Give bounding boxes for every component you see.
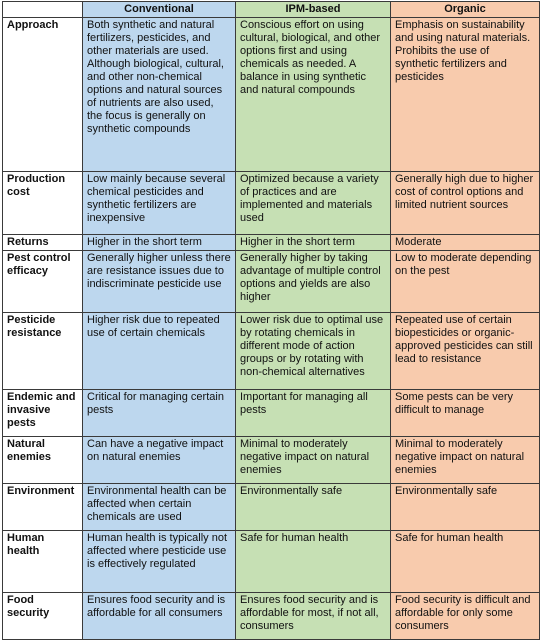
table-row-pesticide-resistance (3, 313, 540, 390)
table-row-endemic-invasive-pests (3, 390, 540, 437)
cell-conventional: Can have a negative impact on natural enemies (83, 437, 236, 484)
cell-organic: Repeated use of certain biopesticides or organic-approved pesticides can still lead to resistance (391, 313, 540, 390)
header-conventional: Conventional (83, 2, 236, 18)
cell-ipm-based: Ensures food security and is affordable for most, if not all, consumers (236, 593, 391, 640)
table-row-pest-control-efficacy (3, 251, 540, 313)
table-row-human-health (3, 531, 540, 593)
table-row-environment (3, 484, 540, 531)
row-label: Environment (3, 484, 83, 531)
cell-ipm-based: Safe for human health (236, 531, 391, 593)
cell-conventional: Low mainly because several chemical pesticides and synthetic fertilizers are inexpensive (83, 172, 236, 235)
cell-ipm-based: Higher in the short term (236, 235, 391, 251)
cell-organic: Food security is difficult and affordable for only some consumers (391, 593, 540, 640)
cell-ipm-based: Minimal to moderately negative impact on natural enemies (236, 437, 391, 484)
cell-organic: Emphasis on sustainability and using natural materials. Prohibits the use of synthetic fertilizers and pesticides (391, 18, 540, 172)
cell-ipm-based: Lower risk due to optimal use by rotating chemicals in different mode of action groups or by rotating with non-chemical alternatives (236, 313, 391, 390)
header-organic: Organic (391, 2, 540, 18)
cell-ipm-based: Important for managing all pests (236, 390, 391, 437)
row-label: Pest control efficacy (3, 251, 83, 313)
row-label: Production cost (3, 172, 83, 235)
cell-organic: Safe for human health (391, 531, 540, 593)
table-row-natural-enemies (3, 437, 540, 484)
cell-organic: Minimal to moderately negative impact on natural enemies (391, 437, 540, 484)
cell-conventional: Ensures food security and is affordable for all consumers (83, 593, 236, 640)
comparison-table-container (2, 1, 539, 640)
cell-organic: Some pests can be very difficult to manage (391, 390, 540, 437)
row-label: Pesticide resistance (3, 313, 83, 390)
cell-ipm-based: Generally higher by taking advantage of multiple control options and yields are also higher (236, 251, 391, 313)
header-blank-cell (3, 2, 83, 18)
cell-ipm-based: Conscious effort on using cultural, biological, and other options first and using chemicals as needed. A balance in using synthetic and natural compounds (236, 18, 391, 172)
cell-ipm-based: Environmentally safe (236, 484, 391, 531)
row-label: Returns (3, 235, 83, 251)
table-row-production-cost (3, 172, 540, 235)
header-ipm-based: IPM-based (236, 2, 391, 18)
table-row-returns (3, 235, 540, 251)
table-row-food-security (3, 593, 540, 640)
cell-conventional: Environmental health can be affected when certain chemicals are used (83, 484, 236, 531)
row-label: Natural enemies (3, 437, 83, 484)
cell-conventional: Higher in the short term (83, 235, 236, 251)
cell-organic: Environmentally safe (391, 484, 540, 531)
cell-conventional: Both synthetic and natural fertilizers, pesticides, and other materials are used. Although biological, cultural, and other non-chemical options and natural sources of nutrients are also used, the focus is generally on synthetic compounds (83, 18, 236, 172)
pest-management-comparison-table (2, 1, 540, 640)
header-row (3, 2, 540, 18)
cell-ipm-based: Optimized because a variety of practices and are implemented and materials used (236, 172, 391, 235)
table-row-approach (3, 18, 540, 172)
row-label: Approach (3, 18, 83, 172)
cell-conventional: Critical for managing certain pests (83, 390, 236, 437)
cell-organic: Low to moderate depending on the pest (391, 251, 540, 313)
cell-conventional: Higher risk due to repeated use of certain chemicals (83, 313, 236, 390)
cell-conventional: Human health is typically not affected where pesticide use is effectively regulated (83, 531, 236, 593)
row-label: Endemic and invasive pests (3, 390, 83, 437)
row-label: Human health (3, 531, 83, 593)
cell-conventional: Generally higher unless there are resistance issues due to indiscriminate pesticide use (83, 251, 236, 313)
cell-organic: Generally high due to higher cost of control options and limited nutrient sources (391, 172, 540, 235)
row-label: Food security (3, 593, 83, 640)
cell-organic: Moderate (391, 235, 540, 251)
